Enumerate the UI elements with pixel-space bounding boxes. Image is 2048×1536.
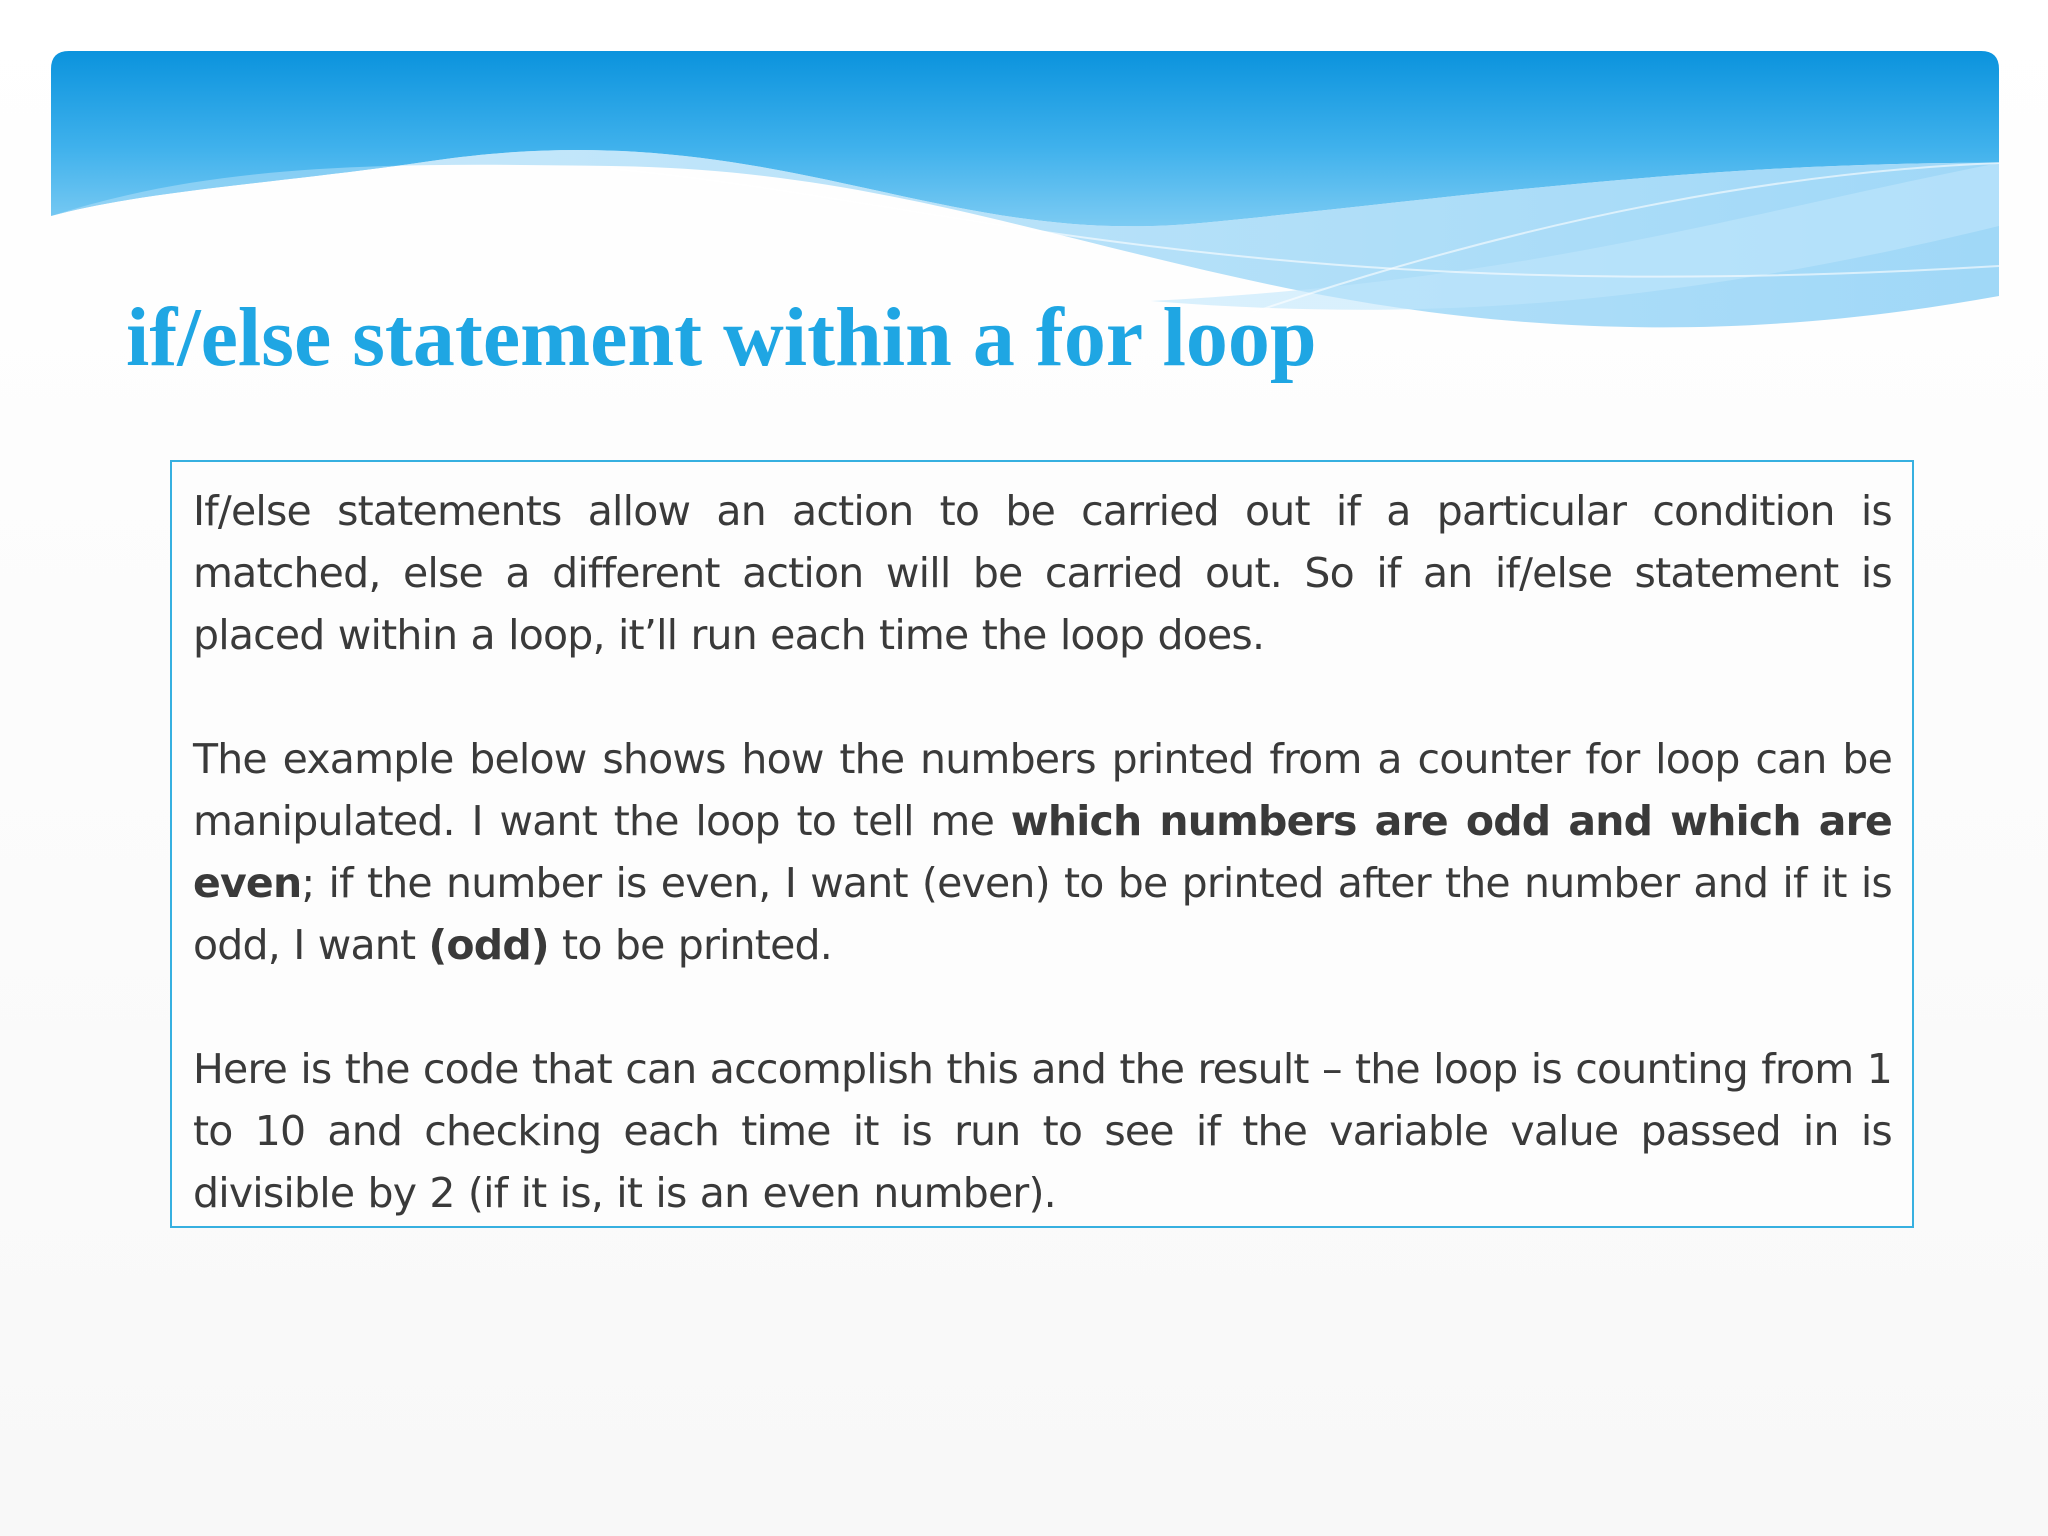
paragraph-example-text-3: to be printed.	[548, 921, 832, 969]
paragraph-example-bold-2: (odd)	[428, 921, 549, 969]
paragraph-example-text-1: The example below shows how the numbers printed from a counter for loop can be manipulated. I want the loop to tell me	[193, 735, 1892, 845]
paragraph-intro: If/else statements allow an action to be carried out if a particular condition is matched, else a different action will be carried out. So if an if/else statement is placed within a loop, it’ll run each time the loop does.	[193, 487, 1892, 659]
paragraph-code-explanation: Here is the code that can accomplish this and the result – the loop is counting from 1 to 10 and checking each time it is run to see if the variable value passed in is divisible by 2 (if it is, it is an even number).	[193, 1045, 1892, 1217]
paragraph-example	[193, 728, 1892, 976]
paragraph-example-text-2: ; if the number is even, I want (even) to be printed after the number and if it is odd, I want	[193, 859, 1892, 969]
slide-title: if/else statement within a for loop	[126, 291, 1317, 384]
content-text-box	[170, 460, 1914, 1228]
paragraph-example-bold-1: which numbers are odd and which are even	[193, 797, 1892, 907]
